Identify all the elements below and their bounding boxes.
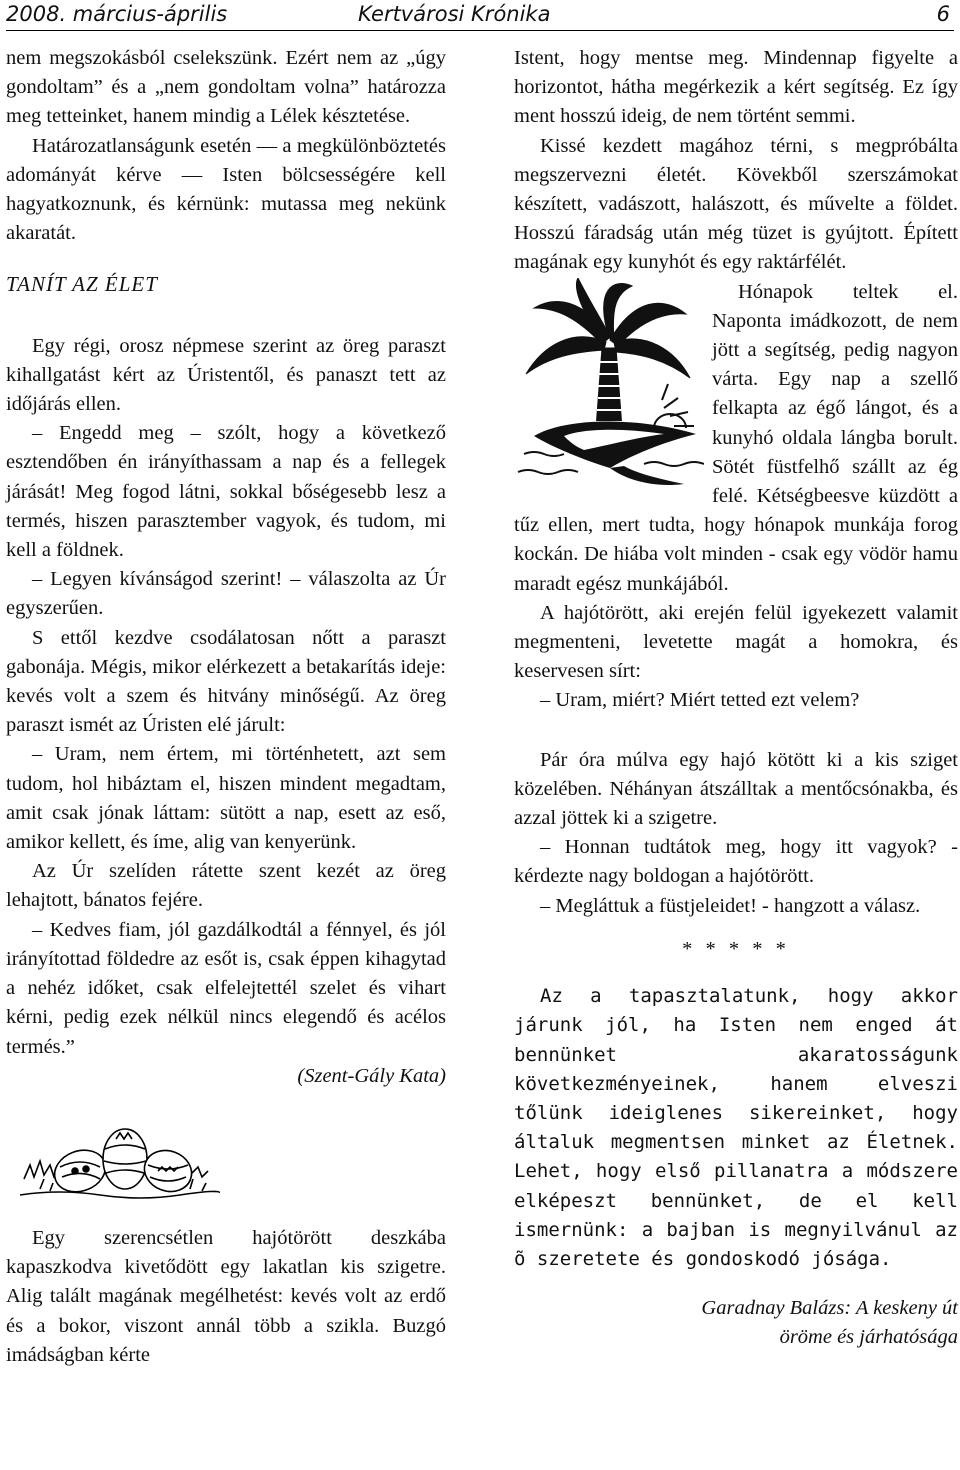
paragraph: – Legyen kívánságod szerint! – válaszolta az Úr egyszerűen. — [6, 568, 446, 620]
header-date: 2008. március-április — [6, 2, 228, 26]
source-signature-line-1: Garadnay Balázs: A keskeny út — [701, 1297, 958, 1320]
paragraph: Kissé kezdett magához térni, s megpróbálta megszervezni életét. Kövekből szerszámokat készített, vadászott, halászott, és művelte a földet. Hosszú fáradság után még tüzet is gyújtott. Épített magának egy kunyhót és egy raktárfélét. — [514, 134, 958, 274]
paragraph: Hónapok teltek el. Naponta imádkozott, de nem jött a segítség, pedig nagyon várta. Egy nap a szellő felkapta az égő lángot, és a kunyhó oldala lángba borult. Sötét füstfelhő szállt az ég felé. Kétségbeesve küzdött a tűz ellen, mert tudta, hogy hónapok munkája forog kockán. De hiába volt minden - csak egy vödör hamu maradt egész munkájából. — [514, 280, 958, 595]
paragraph: – Kedves fiam, jól gazdálkodtál a fénnyel, és jól irányítottad földedre az esőt is, csak éppen kihagytad a nehéz időket, csak elfelejtettél szelet és vihart kérni, pedig ezek nélkül nincs elegendő és acélos termés.” — [6, 918, 446, 1058]
page-header — [6, 0, 954, 31]
paragraph: A hajótörött, aki erején felül igyekezett valamit megmenteni, levetette magát a homokra, és keservesen sírt: — [514, 601, 958, 683]
source-signature — [514, 1294, 958, 1352]
paragraph: – Engedd meg – szólt, hogy a következő esztendőben én irányíthassam a nap és a fellegek járását! Meg fogod látni, sokkal bőségesebb lesz a termés, hiszen parasztember vagyok, és tudom, mi kell a földnek. — [6, 422, 446, 562]
paragraph: S ettől kezdve csodálatosan nőtt a paraszt gabonája. Mégis, mikor elérkezett a betakarítás ideje: kevés volt a szem és hitvány minőségű. Az öreg paraszt ismét az Úristen elé járult: — [6, 626, 446, 737]
paragraph: Pár óra múlva egy hajó kötött ki a kis sziget közelében. Néhányan átszálltak a mentőcsónakba, és azzal jöttek ki a szigetre. — [514, 748, 958, 830]
paragraph: – Honnan tudtátok meg, hogy itt vagyok? - kérdezte nagy boldogan a hajótörött. — [514, 836, 958, 888]
paragraph: Az Úr szelíden rátette szent kezét az öreg lehajtott, bánatos fejére. — [6, 860, 446, 912]
paragraph: Egy régi, orosz népmese szerint az öreg paraszt kihallgatást kért az Úristentől, és panaszt tett az időjárás ellen. — [6, 334, 446, 416]
header-publication: Kertvárosi Krónika — [358, 2, 551, 26]
paragraph: – Megláttuk a füstjeleidet! - hangzott a válasz. — [540, 894, 921, 917]
paragraph: Az a tapasztalatunk, hogy akkor járunk jól, ha Isten nem enged át bennünket akaratosságunk következményeinek, hanem elveszi tőlünk ideiglenes sikereinket, hogy általuk megmentsen minket az Életnek. Lehet, hogy első pillanatra a módszere elképeszt bennünket, de el kell ismernünk: a bajban is megnyilvánul az õ szeretete és gondoskodó jósága. — [514, 985, 958, 1270]
header-page-number: 6 — [936, 2, 950, 26]
paragraph: – Uram, nem értem, mi történhetett, azt sem tudom, hol hibáztam el, hiszen mindent megadtam, amit csak jónak láttam: sütött a nap, esett az eső, amikor kellett, és íme, alig van kenyerünk. — [6, 743, 446, 854]
section-divider: * * * * * — [682, 937, 790, 960]
left-column — [6, 44, 446, 1370]
source-signature-line-2: öröme és járhatósága — [779, 1326, 958, 1349]
article-title: TANÍT AZ ÉLET — [6, 272, 158, 297]
paragraph: Egy szerencsétlen hajótörött deszkába kapaszkodva kivetődött egy lakatlan kis szigetre. Alig talált magának megélhetést: kevés volt az erdő és a bokor, viszont annál több a szikla. Buzgó imádságban kérte — [6, 1226, 446, 1366]
paragraph: nem megszokásból cselekszünk. Ezért nem az „úgy gondoltam” és a „nem gondoltam volna” határozza meg tetteinket, hanem mindig a Lélek késztetése. — [6, 47, 446, 128]
right-column — [514, 44, 958, 1352]
easter-eggs-icon — [20, 1109, 220, 1204]
palm-island-icon — [514, 278, 704, 490]
paragraph: Istent, hogy mentse meg. Mindennap figyelte a horizontot, hátha megérkezik a kért segítség. Ez így ment hosszú ideig, de nem történt semmi. — [514, 47, 958, 128]
paragraph: – Uram, miért? Miért tetted ezt velem? — [540, 689, 860, 712]
spacer — [514, 716, 958, 746]
paragraph: Határozatlanságunk esetén — a megkülönböztetés adományát kérve — Isten bölcsességére kell hagyatkoznunk, és kérnünk: mutassa meg nekünk akaratát. — [6, 134, 446, 245]
author-signature: (Szent-Gály Kata) — [297, 1064, 446, 1087]
